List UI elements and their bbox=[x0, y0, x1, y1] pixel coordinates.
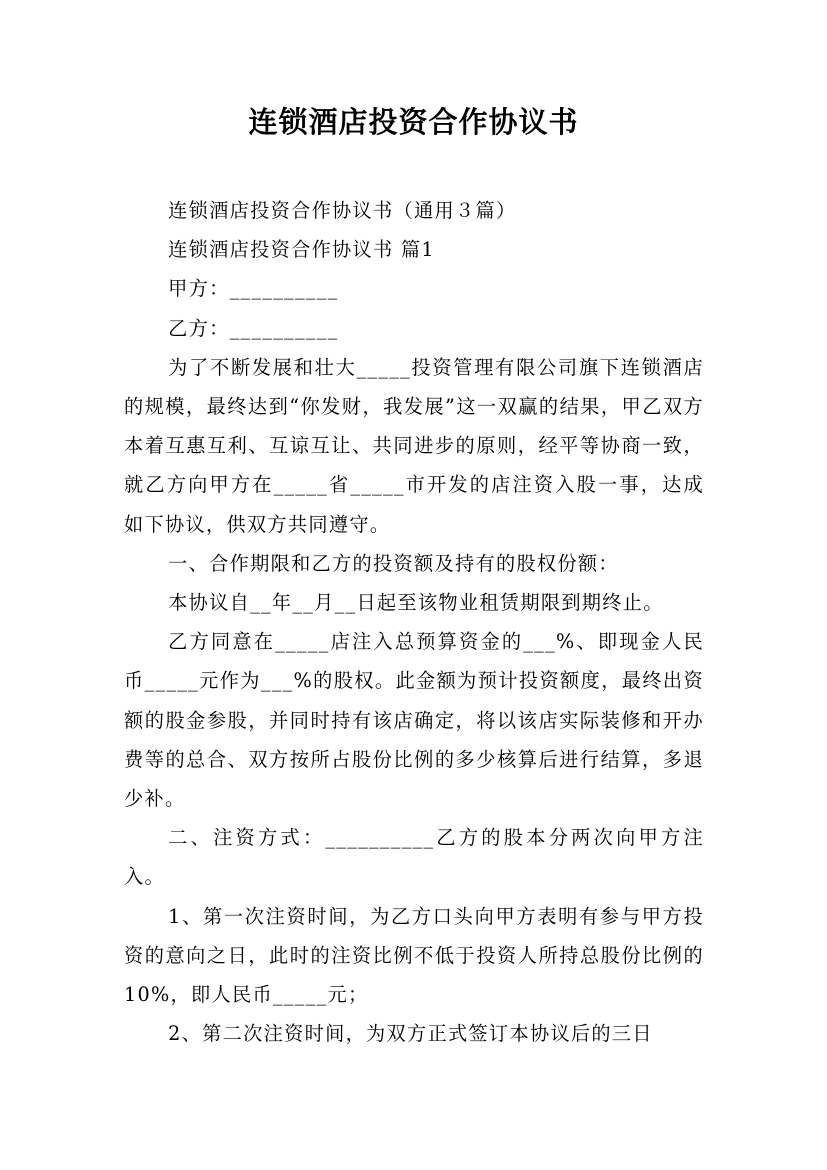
document-title: 连锁酒店投资合作协议书 bbox=[248, 105, 579, 139]
paragraph-clause-2-heading: 二、注资方式：__________乙方的股本分两次向甲方注入。 bbox=[124, 826, 704, 889]
paragraph-term: 本协议自__年__月__日起至该物业租赁期限到期终止。 bbox=[168, 591, 664, 615]
paragraph-party-b: 乙方：__________ bbox=[168, 316, 339, 340]
paragraph-subtitle: 连锁酒店投资合作协议书（通用３篇） bbox=[168, 199, 517, 222]
paragraph-preamble: 为了不断发展和壮大_____投资管理有限公司旗下连锁酒店的规模，最终达到“你发财，我发展”这一双赢的结果，甲乙双方本着互惠互利、互谅互让、共同进步的原则，经平等协商一致，就乙方向甲方在_____省_____市开发的店注资入股一事，达成如下协议，供双方共同遵守。 bbox=[124, 355, 704, 536]
paragraph-first-injection: 1、第一次注资时间，为乙方口头向甲方表明有参与甲方投资的意向之日，此时的注资比例不低于投资人所持总股份比例的10%，即人民币_____元； bbox=[124, 904, 704, 1007]
paragraph-party-a: 甲方：__________ bbox=[168, 277, 339, 301]
document-body bbox=[124, 191, 704, 1053]
paragraph-investment: 乙方同意在_____店注入总预算资金的___%、即现金人民币_____元作为___%的股权。此金额为预计投资额度，最终出资额的股金参股，并同时持有该店确定，将以该店实际装修和开办费等的总合、双方按所占股份比例的多少核算后进行结算，多退少补。 bbox=[124, 630, 704, 811]
paragraph-clause-1-heading: 一、合作期限和乙方的投资额及持有的股权份额： bbox=[168, 551, 619, 575]
paragraph-section-heading: 连锁酒店投资合作协议书 篇1 bbox=[168, 238, 435, 262]
paragraph-second-injection: 2、第二次注资时间，为双方正式签订本协议后的三日 bbox=[168, 1022, 653, 1046]
